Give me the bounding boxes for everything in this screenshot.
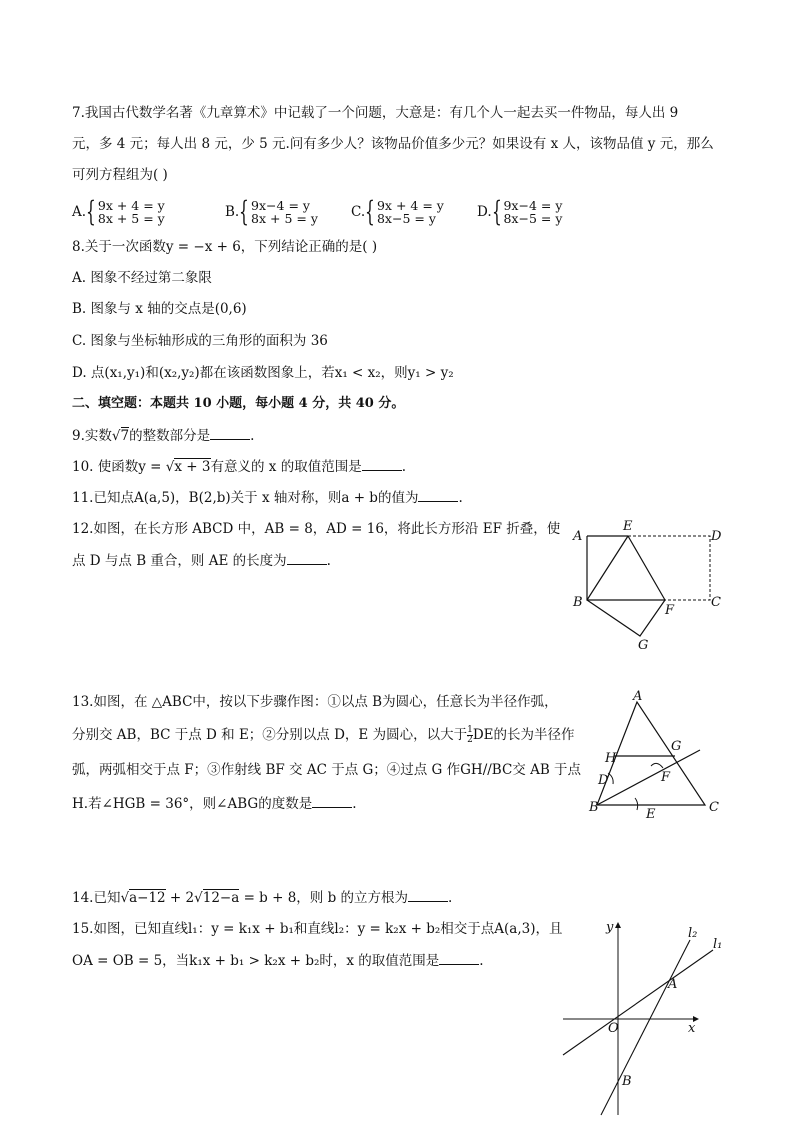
q10-end: . [401,459,407,475]
q12-end: . [326,553,331,569]
segment-BE [587,536,628,600]
q9 [72,426,254,445]
section-heading: 二、填空题：本题共 10 小题，每小题 4 分，共 40 分。 [72,396,405,411]
q7-option-c [351,195,444,228]
label-E: E [646,807,656,822]
label-B: B [573,595,583,610]
folded-part [628,536,710,600]
q15-line1: 15.如图，已知直线l₁：y = k₁x + b₁和直线l₂：y = k₂x + b₂相交于点A(a,3)，且 [72,921,563,937]
equation: 8x−5 = y [376,211,436,226]
q14-mid: + 2 [165,890,195,906]
equation: 8x−5 = y [503,211,563,226]
q9-pre: 9.实数 [72,428,112,444]
q7-line1: 7.我国古代数学名著《九章算术》中记载了一个问题，大意是：有几个人一起去买一件物品，每人出 9 [72,105,679,121]
q13-text-b: DE的长为半径作 [472,727,575,743]
q15-line2 [72,951,484,970]
q12-line2 [72,551,331,570]
q14-post: = b + 8，则 b 的立方根为 [239,890,409,906]
label-C: C [709,800,719,815]
q13-line1: 13.如图，在 △ABC中，按以下步骤作图：①以点 B为圆心，任意长为半径作弧， [72,694,558,710]
q15-coordinate-figure [558,915,728,1120]
brace-icon: { [239,195,250,228]
option-label: D. [477,204,492,220]
q13-text: H.若∠HGB = 36°，则∠ABG的度数是 [72,796,313,812]
q10-post: 有意义的 x 的取值范围是 [210,459,362,475]
fraction-numerator: 1 [467,725,473,735]
arc-E [635,798,638,810]
answer-blank [439,951,479,965]
q13-end: . [352,796,357,812]
answer-blank [362,457,402,471]
sqrt-sign: √ [111,428,121,444]
q13-text-a: 分别交 AB，BC 于点 D 和 E；②分别以点 D，E 为圆心，以大于 [72,727,468,743]
q9-post: 的整数部分是 [129,428,211,444]
sqrt-sign: √ [194,890,203,906]
q12-text: 点 D 与点 B 重合，则 AE 的长度为 [72,553,287,569]
q8-option-d: D. 点(x₁,y₁)和(x₂,y₂)都在该函数图象上，若x₁ < x₂，则y₁ > y₂ [72,365,454,381]
segment-EF [628,536,665,600]
answer-blank [408,888,448,902]
label-E: E [623,519,633,534]
equation: 9x + 4 = y [376,198,444,213]
sqrt-sign: √ [165,459,175,475]
brace-icon: { [86,195,96,228]
arc-F [651,763,663,768]
equation: 9x−4 = y [503,198,563,213]
equation: 8x + 5 = y [251,211,318,226]
equation: 9x + 4 = y [97,198,165,213]
answer-blank [418,488,458,502]
label-F: F [661,770,671,785]
label-A: A [573,529,583,544]
answer-blank [210,426,250,440]
label-G: G [671,739,682,754]
label-C: C [711,595,721,610]
q8-option-c: C. 图象与坐标轴形成的三角形的面积为 36 [72,333,328,349]
option-label: B. [225,204,240,220]
q14 [72,888,452,907]
q8-option-a: A. 图象不经过第二象限 [72,270,212,286]
line-l1 [563,950,713,1055]
option-label: C. [351,204,366,220]
label-l1: l₁ [713,937,723,952]
q8-option-b: B. 图象与 x 轴的交点是(0,6) [72,301,247,317]
q7-option-a [72,195,165,228]
q7-line2: 元，多 4 元；每人出 8 元，少 5 元.问有多少人？该物品价值多少元？如果设有 x 人，该物品值 y 元，那么 [72,136,714,152]
q7-line3: 可列方程组为( ) [72,167,168,183]
q10-pre: 10. 使函数y = [72,459,166,475]
q10 [72,457,406,476]
fraction-denominator: 2 [467,735,473,745]
label-O: O [608,1021,619,1036]
q14-pre: 14.已知 [72,890,121,906]
sqrt-sign: √ [120,890,130,906]
q13-line2 [72,726,575,745]
label-y: y [606,920,614,935]
answer-blank [312,794,352,808]
q11 [72,488,463,507]
q8-stem: 8.关于一次函数y = −x + 6，下列结论正确的是( ) [72,239,378,255]
label-F: F [665,603,675,618]
q9-radicand: 7 [120,428,130,444]
q14-radicand-1: a−12 [129,890,166,906]
q12-rectangle-fold-figure [565,518,730,658]
label-D: D [711,529,722,544]
q7-option-b [225,195,318,228]
equation: 8x + 5 = y [97,211,165,226]
q14-end: . [448,890,453,906]
label-H: H [605,751,617,766]
q11-text: 11.已知点A(a,5)，B(2,b)关于 x 轴对称，则a + b的值为 [72,490,419,506]
brace-icon: { [365,195,375,228]
label-B: B [622,1074,632,1089]
label-A: A [668,977,678,992]
q13-triangle-figure [585,690,730,825]
label-x: x [688,1021,696,1036]
label-A: A [633,690,643,704]
q15-end: . [479,953,484,969]
q12-line1: 12.如图，在长方形 ABCD 中，AB = 8，AD = 16，将此长方形沿 EF 折叠，使 [72,521,561,537]
q9-end: . [250,428,255,444]
q15-text: OA = OB = 5，当k₁x + b₁ > k₂x + b₂时，x 的取值范围是 [72,953,440,969]
label-l2: l₂ [688,926,698,941]
answer-blank [287,551,327,565]
q7-option-d [477,195,563,228]
rect-left-bottom [587,536,665,600]
q14-radicand-2: 12−a [202,890,240,906]
q10-radicand: x + 3 [174,459,211,475]
label-B: B [589,800,599,815]
equation: 9x−4 = y [251,198,310,213]
label-D: D [598,773,609,788]
brace-icon: { [491,195,502,228]
q13-line3: 弧，两弧相交于点 F；③作射线 BF 交 AC 于点 G；④过点 G 作GH//BC交 AB 于点 [72,762,582,778]
q13-line4 [72,794,357,813]
label-G: G [638,638,649,653]
segment-BGF [587,600,665,636]
q11-end: . [458,490,463,506]
option-label: A. [72,204,87,220]
